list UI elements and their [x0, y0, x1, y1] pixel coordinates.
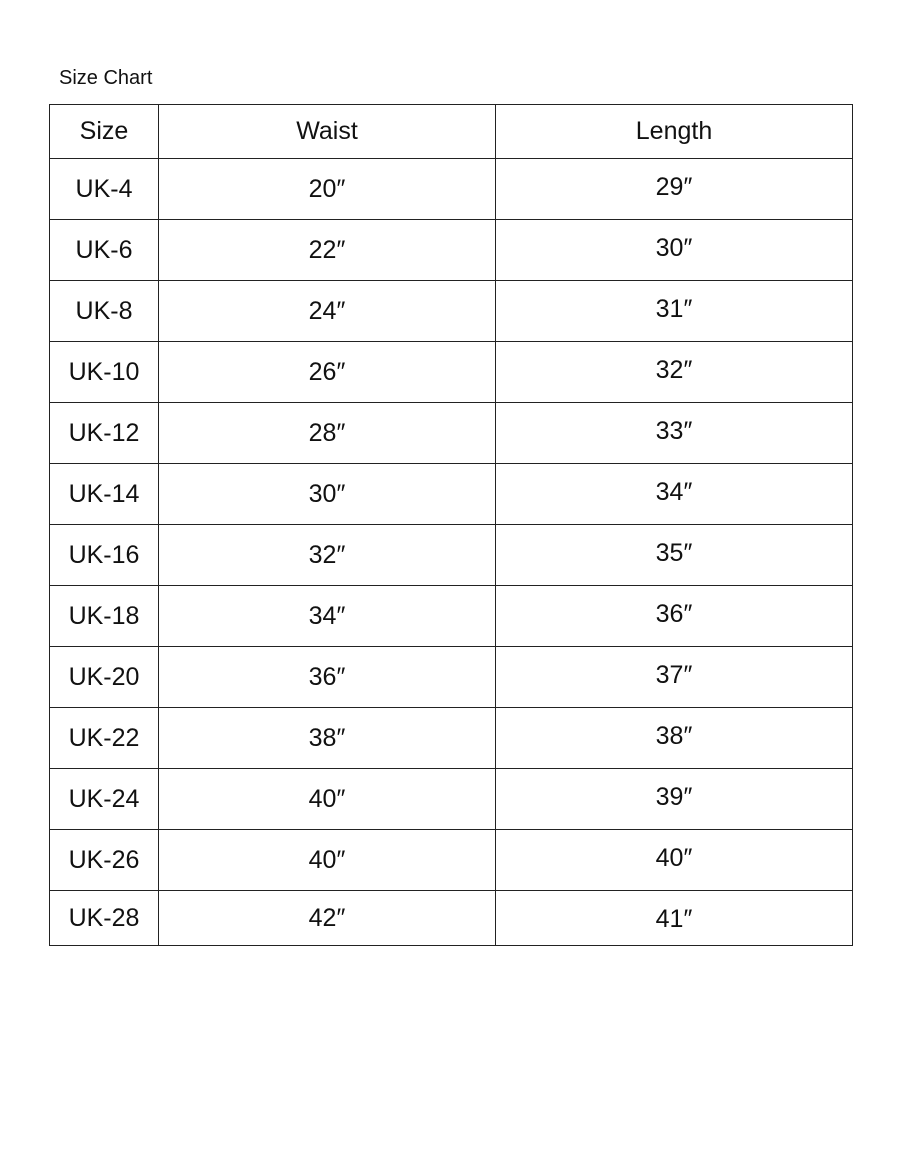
waist-cell: 24″	[159, 281, 496, 342]
table-row	[50, 403, 853, 464]
table-row	[50, 708, 853, 769]
table-row	[50, 525, 853, 586]
waist-cell: 36″	[159, 647, 496, 708]
size-cell: UK-20	[50, 647, 159, 708]
table-row	[50, 830, 853, 891]
length-cell: 39″	[496, 769, 853, 830]
waist-cell: 28″	[159, 403, 496, 464]
waist-cell: 38″	[159, 708, 496, 769]
size-cell: UK-12	[50, 403, 159, 464]
size-cell: UK-22	[50, 708, 159, 769]
table-row	[50, 586, 853, 647]
table-row	[50, 342, 853, 403]
waist-cell: 34″	[159, 586, 496, 647]
size-cell: UK-24	[50, 769, 159, 830]
length-cell: 29″	[496, 159, 853, 220]
size-cell: UK-18	[50, 586, 159, 647]
size-cell: UK-16	[50, 525, 159, 586]
length-cell: 32″	[496, 342, 853, 403]
size-chart-table	[49, 104, 853, 946]
length-cell: 37″	[496, 647, 853, 708]
length-cell: 33″	[496, 403, 853, 464]
table-header-row	[50, 105, 853, 159]
size-cell: UK-26	[50, 830, 159, 891]
waist-cell: 26″	[159, 342, 496, 403]
length-cell: 36″	[496, 586, 853, 647]
waist-cell: 32″	[159, 525, 496, 586]
length-cell: 31″	[496, 281, 853, 342]
header-waist: Waist	[159, 105, 496, 159]
table-row	[50, 891, 853, 946]
size-cell: UK-8	[50, 281, 159, 342]
length-cell: 30″	[496, 220, 853, 281]
waist-cell: 20″	[159, 159, 496, 220]
waist-cell: 42″	[159, 891, 496, 946]
size-cell: UK-6	[50, 220, 159, 281]
size-cell: UK-14	[50, 464, 159, 525]
header-length: Length	[496, 105, 853, 159]
table-row	[50, 159, 853, 220]
waist-cell: 40″	[159, 769, 496, 830]
waist-cell: 30″	[159, 464, 496, 525]
length-cell: 38″	[496, 708, 853, 769]
waist-cell: 22″	[159, 220, 496, 281]
table-row	[50, 464, 853, 525]
table-row	[50, 281, 853, 342]
page-title: Size Chart	[59, 67, 153, 89]
waist-cell: 40″	[159, 830, 496, 891]
length-cell: 41″	[496, 891, 853, 946]
table-row	[50, 647, 853, 708]
table-row	[50, 220, 853, 281]
size-cell: UK-4	[50, 159, 159, 220]
header-size: Size	[50, 105, 159, 159]
length-cell: 40″	[496, 830, 853, 891]
size-cell: UK-28	[50, 891, 159, 946]
size-cell: UK-10	[50, 342, 159, 403]
length-cell: 35″	[496, 525, 853, 586]
length-cell: 34″	[496, 464, 853, 525]
table-row	[50, 769, 853, 830]
